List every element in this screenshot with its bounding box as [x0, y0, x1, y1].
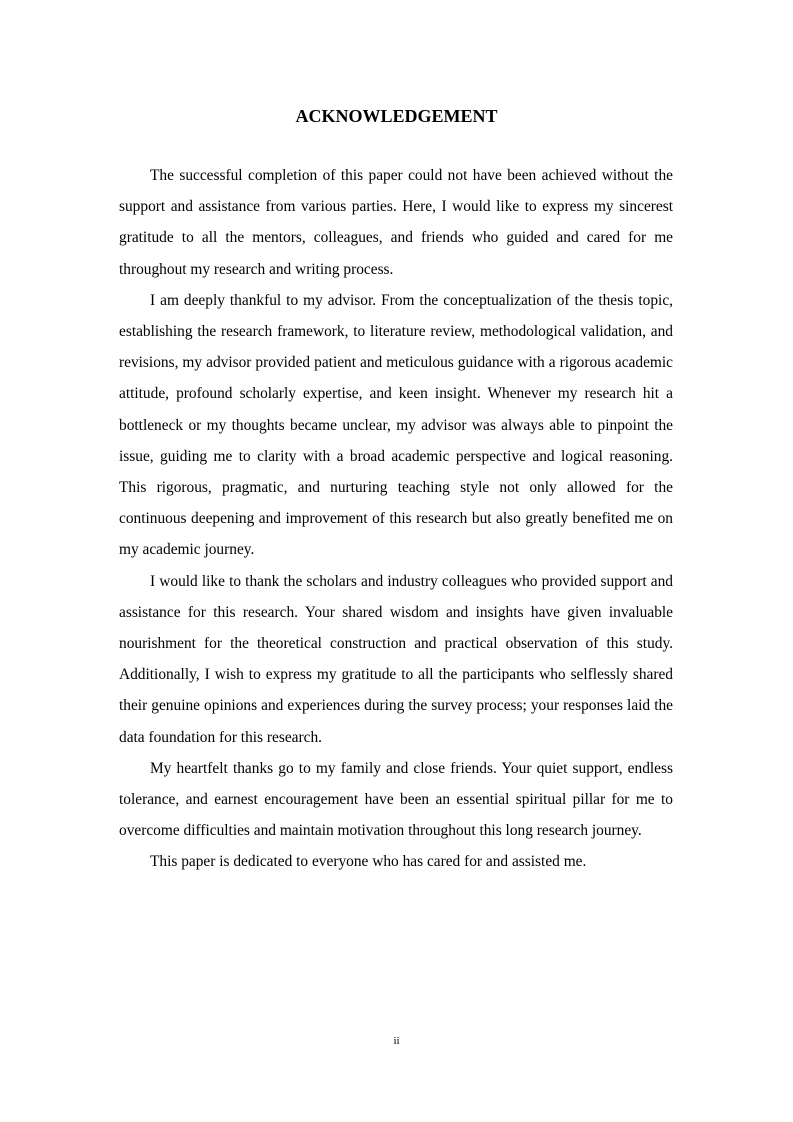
page-title: ACKNOWLEDGEMENT: [295, 106, 498, 126]
paragraph-dedication: This paper is dedicated to everyone who has cared for and assisted me.: [150, 853, 587, 871]
paragraph-scholars: I would like to thank the scholars and industry colleagues who provided support and assistance for this research. Your shared wisdom and insights have given invaluable nourishment for the theoretical construction and practical observation of this study. Additionally, I wish to express my gratitude to all the participants who selflessly shared their genuine opinions and experiences during the survey process; your responses laid the data foundation for this research.: [119, 572, 673, 746]
page-number: ii: [393, 1035, 400, 1047]
acknowledgement-body: [119, 160, 673, 878]
paragraph-family: My heartfelt thanks go to my family and close friends. Your quiet support, endless tolerance, and earnest encouragement have been an essential spiritual pillar for me to overcome difficulties and maintain motivation throughout this long research journey.: [119, 759, 673, 840]
paragraph-advisor: I am deeply thankful to my advisor. From the conceptualization of the thesis topic, establishing the research framework, to literature review, methodological validation, and revisions, my advisor provided patient and meticulous guidance with a rigorous academic attitude, profound scholarly expertise, and keen insight. Whenever my research hit a bottleneck or my thoughts became unclear, my advisor was always able to pinpoint the issue, guiding me to clarity with a broad academic perspective and logical reasoning. This rigorous, pragmatic, and nurturing teaching style not only allowed for the continuous deepening and improvement of this research but also greatly benefited me on my academic journey.: [119, 291, 673, 559]
paragraph-intro: The successful completion of this paper could not have been achieved without the support and assistance from various parties. Here, I would like to express my sincerest gratitude to all the mentors, colleagues, and friends who guided and cared for me throughout my research and writing process.: [119, 167, 673, 278]
